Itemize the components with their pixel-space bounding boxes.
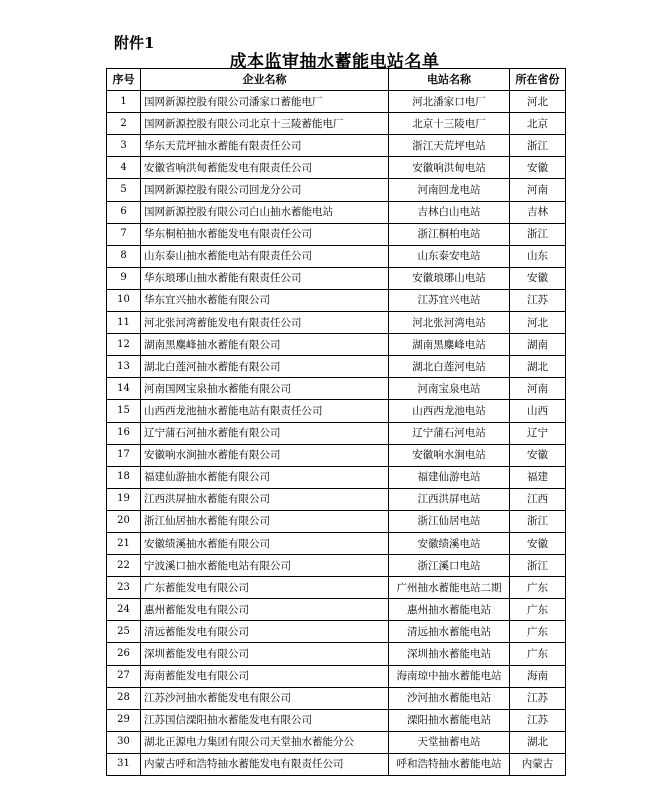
row-number: 11 [107,312,141,334]
province: 河南 [510,378,566,400]
company-name: 安徽省响洪甸蓄能发电有限责任公司 [141,157,389,179]
company-name: 国网新源控股有限公司回龙分公司 [141,179,389,201]
province: 辽宁 [510,422,566,444]
company-name: 湖南黑麋峰抽水蓄能有限公司 [141,334,389,356]
table-row [107,599,566,621]
company-name: 深圳蓄能发电有限公司 [141,643,389,665]
province: 河南 [510,179,566,201]
row-number: 7 [107,223,141,245]
row-number: 31 [107,753,141,775]
station-name: 湖北白莲河电站 [389,356,510,378]
row-number: 14 [107,378,141,400]
station-name: 湖南黑麋峰电站 [389,334,510,356]
row-number: 25 [107,621,141,643]
table-row [107,378,566,400]
table-row [107,179,566,201]
company-name: 华东天荒坪抽水蓄能有限责任公司 [141,135,389,157]
company-name: 山西西龙池抽水蓄能电站有限责任公司 [141,400,389,422]
station-name: 天堂抽蓄电站 [389,731,510,753]
company-name: 安徽响水涧抽水蓄能有限公司 [141,444,389,466]
station-name: 安徽绩溪电站 [389,532,510,554]
row-number: 24 [107,599,141,621]
document-title: 成本监审抽水蓄能电站名单 [229,52,440,72]
table-row [107,709,566,731]
province: 内蒙古 [510,753,566,775]
table-row [107,245,566,267]
table-row [107,356,566,378]
table-row [107,665,566,687]
station-name: 深圳抽水蓄能电站 [389,643,510,665]
province: 河北 [510,312,566,334]
table-header-row [107,69,566,91]
province: 安徽 [510,444,566,466]
station-name: 北京十三陵电厂 [389,113,510,135]
row-number: 10 [107,289,141,311]
table-row [107,135,566,157]
company-name: 安徽绩溪抽水蓄能有限公司 [141,532,389,554]
table-row [107,532,566,554]
row-number: 19 [107,488,141,510]
row-number: 26 [107,643,141,665]
province: 海南 [510,665,566,687]
row-number: 20 [107,510,141,532]
company-name: 华东宜兴抽水蓄能有限公司 [141,289,389,311]
province: 吉林 [510,201,566,223]
row-number: 30 [107,731,141,753]
table-row [107,91,566,113]
station-name: 安徽琅琊山电站 [389,267,510,289]
station-name: 溧阳抽水蓄能电站 [389,709,510,731]
station-name: 河南宝泉电站 [389,378,510,400]
province: 山西 [510,400,566,422]
table-row [107,555,566,577]
station-name: 浙江溪口电站 [389,555,510,577]
province: 广东 [510,577,566,599]
company-name: 河南国网宝泉抽水蓄能有限公司 [141,378,389,400]
province: 江苏 [510,687,566,709]
province: 浙江 [510,223,566,245]
station-name: 江西洪屏电站 [389,488,510,510]
table-row [107,687,566,709]
company-name: 国网新源控股有限公司白山抽水蓄能电站 [141,201,389,223]
province: 广东 [510,621,566,643]
company-name: 浙江仙居抽水蓄能有限公司 [141,510,389,532]
station-name: 吉林白山电站 [389,201,510,223]
table-row [107,400,566,422]
province: 湖北 [510,356,566,378]
station-name: 河北张河湾电站 [389,312,510,334]
row-number: 13 [107,356,141,378]
province: 浙江 [510,510,566,532]
table-row [107,113,566,135]
station-name: 福建仙游电站 [389,466,510,488]
header-seq: 序号 [107,69,141,91]
province: 北京 [510,113,566,135]
row-number: 18 [107,466,141,488]
station-name: 山西西龙池电站 [389,400,510,422]
station-name: 浙江桐柏电站 [389,223,510,245]
table-row [107,510,566,532]
station-name: 呼和浩特抽水蓄能电站 [389,753,510,775]
row-number: 1 [107,91,141,113]
province: 广东 [510,643,566,665]
province: 河北 [510,91,566,113]
row-number: 21 [107,532,141,554]
table-row [107,643,566,665]
company-name: 湖北正源电力集团有限公司天堂抽水蓄能分公 [141,731,389,753]
row-number: 8 [107,245,141,267]
table-row [107,466,566,488]
station-name: 浙江天荒坪电站 [389,135,510,157]
company-name: 福建仙游抽水蓄能有限公司 [141,466,389,488]
table-row [107,157,566,179]
province: 江苏 [510,289,566,311]
company-name: 江苏沙河抽水蓄能发电有限公司 [141,687,389,709]
table-row [107,201,566,223]
province: 湖南 [510,334,566,356]
row-number: 2 [107,113,141,135]
station-name: 辽宁蒲石河电站 [389,422,510,444]
station-name: 海南琼中抽水蓄能电站 [389,665,510,687]
province: 山东 [510,245,566,267]
province: 浙江 [510,555,566,577]
row-number: 12 [107,334,141,356]
table-row [107,422,566,444]
row-number: 4 [107,157,141,179]
row-number: 17 [107,444,141,466]
table-row [107,731,566,753]
table-row [107,289,566,311]
table-row [107,621,566,643]
station-name: 清远抽水蓄能电站 [389,621,510,643]
station-list-table [106,68,566,776]
station-name: 广州抽水蓄能电站二期 [389,577,510,599]
company-name: 宁波溪口抽水蓄能电站有限公司 [141,555,389,577]
row-number: 3 [107,135,141,157]
table-row [107,488,566,510]
province: 广东 [510,599,566,621]
station-name: 安徽响水涧电站 [389,444,510,466]
company-name: 国网新源控股有限公司北京十三陵蓄能电厂 [141,113,389,135]
row-number: 6 [107,201,141,223]
station-name: 河北潘家口电厂 [389,91,510,113]
station-name: 浙江仙居电站 [389,510,510,532]
company-name: 内蒙古呼和浩特抽水蓄能发电有限责任公司 [141,753,389,775]
company-name: 国网新源控股有限公司潘家口蓄能电厂 [141,91,389,113]
company-name: 湖北白莲河抽水蓄能有限公司 [141,356,389,378]
company-name: 山东泰山抽水蓄能电站有限责任公司 [141,245,389,267]
company-name: 华东琅琊山抽水蓄能有限责任公司 [141,267,389,289]
company-name: 清远蓄能发电有限公司 [141,621,389,643]
header-province: 所在省份 [510,69,566,91]
company-name: 惠州蓄能发电有限公司 [141,599,389,621]
table-row [107,312,566,334]
attachment-label: 附件1 [114,34,155,52]
station-name: 江苏宜兴电站 [389,289,510,311]
province: 湖北 [510,731,566,753]
province: 安徽 [510,267,566,289]
table-row [107,334,566,356]
table-row [107,223,566,245]
company-name: 华东桐柏抽水蓄能发电有限责任公司 [141,223,389,245]
company-name: 辽宁蒲石河抽水蓄能有限公司 [141,422,389,444]
table-row [107,753,566,775]
station-name: 山东泰安电站 [389,245,510,267]
row-number: 9 [107,267,141,289]
row-number: 22 [107,555,141,577]
row-number: 15 [107,400,141,422]
province: 安徽 [510,532,566,554]
province: 浙江 [510,135,566,157]
province: 福建 [510,466,566,488]
row-number: 27 [107,665,141,687]
row-number: 16 [107,422,141,444]
row-number: 23 [107,577,141,599]
company-name: 江西洪屏抽水蓄能有限公司 [141,488,389,510]
table-row [107,267,566,289]
station-name: 惠州抽水蓄能电站 [389,599,510,621]
table-row [107,444,566,466]
company-name: 江苏国信溧阳抽水蓄能发电有限公司 [141,709,389,731]
table-row [107,577,566,599]
station-name: 沙河抽水蓄能电站 [389,687,510,709]
company-name: 河北张河湾蓄能发电有限责任公司 [141,312,389,334]
province: 江西 [510,488,566,510]
province: 江苏 [510,709,566,731]
company-name: 广东蓄能发电有限公司 [141,577,389,599]
header-station: 电站名称 [389,69,510,91]
row-number: 5 [107,179,141,201]
row-number: 28 [107,687,141,709]
company-name: 海南蓄能发电有限公司 [141,665,389,687]
station-name: 河南回龙电站 [389,179,510,201]
station-name: 安徽响洪甸电站 [389,157,510,179]
row-number: 29 [107,709,141,731]
header-company: 企业名称 [141,69,389,91]
province: 安徽 [510,157,566,179]
